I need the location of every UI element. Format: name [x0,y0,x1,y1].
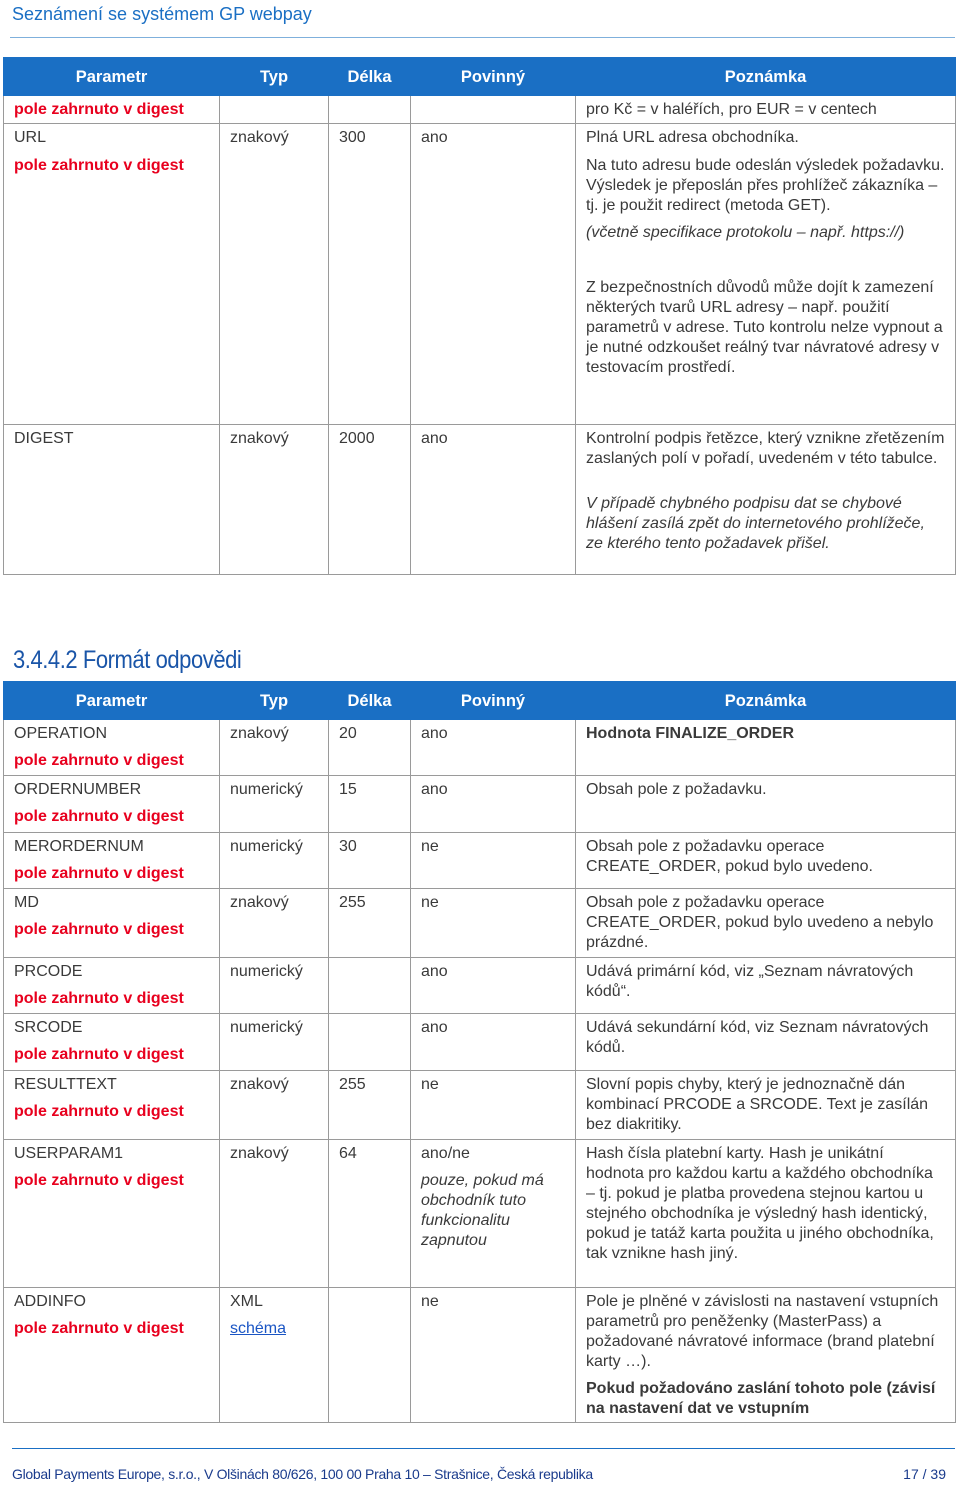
digest-tag: pole zahrnuto v digest [14,990,184,1007]
footer-divider [12,1448,955,1449]
column-header: Parametr [4,682,220,720]
param-length: 300 [339,129,366,146]
table-row [4,1014,956,1071]
schema-link[interactable]: schéma [230,1320,287,1337]
row-note: Hodnota FINALIZE_ORDER [586,725,794,742]
param-type: znakový [230,1145,289,1162]
row-note: Obsah pole z požadavku operace CREATE_ORDER, pokud bylo uvedeno a nebylo prázdné. [586,894,934,951]
param-length [329,1288,410,1295]
page-number: 17 / 39 [903,1466,946,1482]
note-text: Z bezpečnostních důvodů může dojít k zamezení některých tvarů URL adresy – např. použití parametrů v adrese. Tuto kontrolu nelze vypnout a je nutné odzkoušet reálný tvar návratové adresy v testovacím prostředí. [586,279,943,376]
param-name: PRCODE [14,963,83,980]
table-row [4,720,956,776]
digest-tag: pole zahrnuto v digest [14,752,184,769]
param-length: 64 [339,1145,357,1162]
column-header: Délka [329,682,411,720]
row-note: Udává sekundární kód, viz Seznam návratových kódů. [586,1019,929,1056]
param-name: MERORDERNUM [14,838,144,855]
param-type: znakový [230,894,289,911]
table-row [4,889,956,958]
param-required: ne [421,1293,439,1310]
param-required: ano [421,129,448,146]
row-note: Hash čísla platební karty. Hash je unikátní hodnota pro každou kartu a každého obchodníka – tj. pokud je platba provedena stejnou kartou u stejného obchodníka je výsledný hash identický, pokud je tatáž karta použita u jiného obchodníka, tak vznikne hash jiný. [586,1145,934,1262]
column-header: Povinný [411,682,576,720]
table-row [4,833,956,889]
column-header: Poznámka [576,682,956,720]
digest-tag: pole zahrnuto v digest [14,1046,184,1063]
param-length: 255 [339,1076,366,1093]
param-length: 30 [339,838,357,855]
row-note: Obsah pole z požadavku. [586,781,767,798]
table-row [4,1288,956,1423]
param-name: ADDINFO [14,1293,86,1310]
table-header-row [4,682,956,720]
row-note: Udává primární kód, viz „Seznam návratových kódů“. [586,963,914,1000]
row-note: Obsah pole z požadavku operace CREATE_ORDER, pokud bylo uvedeno. [586,838,873,875]
digest-tag: pole zahrnuto v digest [14,808,184,825]
param-name: MD [14,894,39,911]
document-title: Seznámení se systémem GP webpay [12,4,312,24]
column-header: Délka [329,58,411,96]
column-header: Typ [220,682,329,720]
param-name: RESULTTEXT [14,1076,117,1093]
param-required: ano [421,725,448,742]
param-type: znakový [230,725,289,742]
param-name: ORDERNUMBER [14,781,142,798]
param-type: numerický [230,1019,303,1036]
digest-tag: pole zahrnuto v digest [14,1320,184,1337]
param-name: URL [14,129,47,146]
digest-tag: pole zahrnuto v digest [14,1103,184,1120]
digest-tag: pole zahrnuto v digest [14,157,184,174]
digest-tag: pole zahrnuto v digest [14,1172,184,1189]
param-name: USERPARAM1 [14,1145,124,1162]
table-row [4,1071,956,1140]
table-row [4,1140,956,1288]
column-header: Poznámka [576,58,956,96]
param-required: ne [421,894,439,911]
param-type: znakový [230,1076,289,1093]
param-length: 255 [339,894,366,911]
required-note: pouze, pokud má obchodník tuto funkcionalitu zapnutou [421,1172,544,1249]
table-row [4,776,956,833]
param-required: ano [421,963,448,980]
table-row [4,958,956,1014]
param-length: 2000 [339,430,375,447]
digest-tag: pole zahrnuto v digest [14,101,184,118]
column-header: Povinný [411,58,576,96]
param-type: numerický [230,838,303,855]
param-required: ano [421,430,448,447]
note-text: Pole je plněné v závislosti na nastavení vstupních parametrů pro peněženky (MasterPass) a požadované návratové informace (brand platební karty …). [586,1293,939,1370]
title-divider [10,37,955,38]
column-header: Typ [220,58,329,96]
param-required: ne [421,838,439,855]
note-text: (včetně specifikace protokolu – např. https://) [586,224,905,241]
section-heading: 3.4.4.2 Formát odpovědi [13,646,242,674]
note-text: Pokud požadováno zaslání tohoto pole (závisí na nastavení dat ve vstupním [586,1380,936,1417]
param-length: 20 [339,725,357,742]
digest-tag: pole zahrnuto v digest [14,921,184,938]
table-row [4,96,956,124]
note-text: Kontrolní podpis řetězce, který vznikne zřetězením zaslaných polí v pořadí, uvedeném v této tabulce. [586,430,945,467]
column-header: Parametr [4,58,220,96]
param-required: ano [421,781,448,798]
param-type: znakový [230,129,289,146]
param-type: XML [230,1293,263,1310]
param-name: SRCODE [14,1019,83,1036]
table-header-row [4,58,956,96]
param-required: ano/ne [421,1145,470,1162]
footer-company: Global Payments Europe, s.r.o., V Olšinách 80/626, 100 00 Praha 10 – Strašnice, Česká republika [12,1466,593,1482]
param-required: ano [421,1019,448,1036]
request-params-table [3,57,956,575]
digest-tag: pole zahrnuto v digest [14,865,184,882]
row-note: Slovní popis chyby, který je jednoznačně dán kombinací PRCODE a SRCODE. Text je zasílán bez diakritiky. [586,1076,929,1133]
param-name: DIGEST [14,430,74,447]
note-text: Plná URL adresa obchodníka. [586,129,799,146]
note-text: V případě chybného podpisu dat se chybové hlášení zasílá zpět do internetového prohlížeče, ze kterého tento požadavek přišel. [586,495,925,552]
table-row [4,425,956,575]
param-length: 15 [339,781,357,798]
row-note: pro Kč = v haléřích, pro EUR = v centech [586,101,877,118]
param-type: numerický [230,781,303,798]
param-type: znakový [230,430,289,447]
param-name: OPERATION [14,725,108,742]
param-required: ne [421,1076,439,1093]
table-row [4,124,956,425]
response-format-table [3,681,956,1423]
note-text: Na tuto adresu bude odeslán výsledek požadavku. Výsledek je přeposlán přes prohlížeč zákazníka – tj. je použit redirect (metoda GET). [586,157,945,214]
param-length [329,958,410,965]
param-type: numerický [230,963,303,980]
param-length [329,1014,410,1021]
